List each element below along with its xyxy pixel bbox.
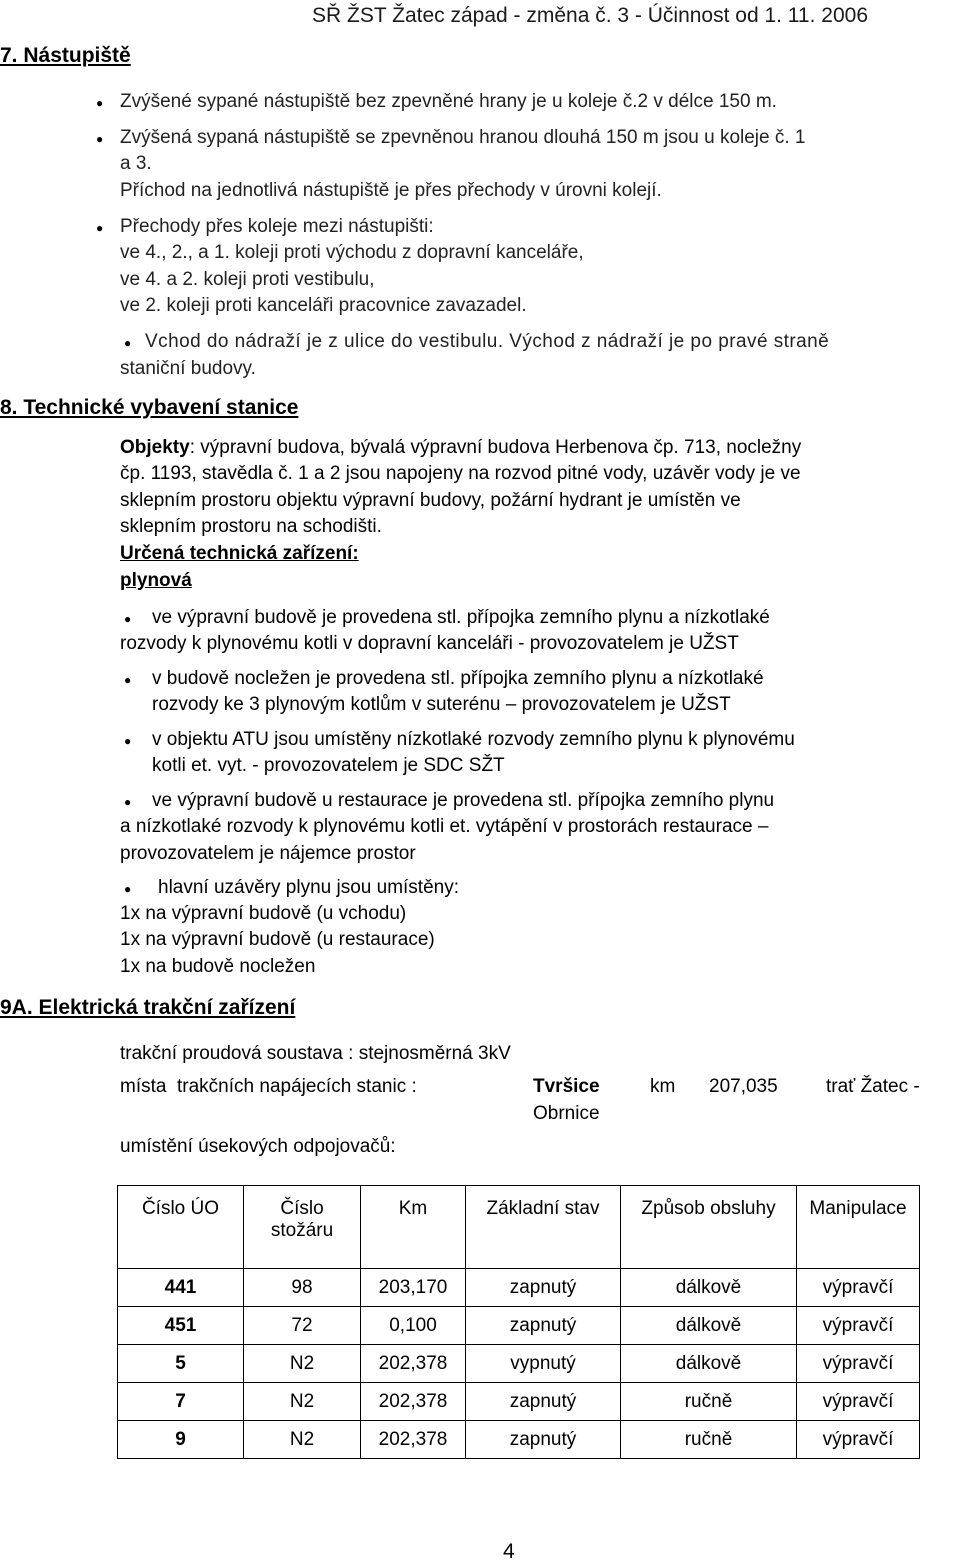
objekty-label: Objekty (120, 437, 190, 458)
gas-line-11: 1x na výpravní budově (u vchodu) (120, 903, 407, 924)
feeding-station-km-label: km (650, 1076, 676, 1097)
table-cell: 9 (118, 1421, 244, 1459)
bullet-icon: ● (124, 734, 132, 748)
table-cell: 98 (244, 1269, 361, 1307)
disconnectors-label: umístění úsekových odpojovačů: (120, 1136, 396, 1157)
table-cell: 7 (118, 1383, 244, 1421)
table-row (118, 1421, 920, 1459)
table-cell: dálkově (621, 1269, 797, 1307)
gas-line-12: 1x na výpravní budově (u restaurace) (120, 929, 435, 950)
table-cell: dálkově (621, 1307, 797, 1345)
crossing-line-2: ve 4. a 2. koleji proti vestibulu, (120, 269, 375, 290)
gas-line-13: 1x na budově nocležen (120, 956, 316, 977)
table-cell: zapnutý (466, 1421, 621, 1459)
table-row (118, 1383, 920, 1421)
table-cell: 72 (244, 1307, 361, 1345)
table-cell: 202,378 (361, 1383, 466, 1421)
objekty-line-2: čp. 1193, stavědla č. 1 a 2 jsou napojeny na rozvod pitné vody, uzávěr vody je ve (120, 463, 801, 484)
feeding-station-line-1: trať Žatec - (826, 1076, 920, 1097)
table-cell: 441 (118, 1269, 244, 1307)
table-cell: 5 (118, 1345, 244, 1383)
table-cell: výpravčí (797, 1421, 920, 1459)
table-header-cell: Km (361, 1186, 466, 1269)
table-cell: ručně (621, 1383, 797, 1421)
bullet-icon: ● (96, 132, 104, 146)
table-cell: ručně (621, 1421, 797, 1459)
objekty-line-1: Objekty: výpravní budova, bývalá výpravní budova Herbenova čp. 713, nocležny (120, 437, 802, 458)
table-header-cell: Číslo stožáru (244, 1186, 361, 1269)
table-row (118, 1269, 920, 1307)
table-cell: výpravčí (797, 1383, 920, 1421)
section-8-heading: 8. Technické vybavení stanice (0, 396, 299, 419)
table-cell: zapnutý (466, 1307, 621, 1345)
table-cell: vypnutý (466, 1345, 621, 1383)
platform-line-3: a 3. (120, 153, 152, 174)
platform-line-4: Příchod na jednotlivá nástupiště je přes přechody v úrovni kolejí. (120, 180, 662, 201)
bullet-icon: ● (124, 673, 132, 687)
gas-line-9: provozovatelem je nájemce prostor (120, 843, 416, 864)
page-number: 4 (503, 1540, 515, 1563)
objekty-line-4: sklepním prostoru na schodišti. (120, 516, 382, 537)
bullet-icon: ● (124, 882, 132, 896)
objekty-line-3: sklepním prostoru objektu výpravní budovy, požární hydrant je umístěn ve (120, 490, 741, 511)
bullet-icon: ● (124, 795, 132, 809)
document-header-title: SŘ ŽST Žatec západ - změna č. 3 - Účinnost od 1. 11. 2006 (312, 4, 868, 27)
table-header-cell: Manipulace (797, 1186, 920, 1269)
platform-line-2: Zvýšená sypaná nástupiště se zpevněnou hranou dlouhá 150 m jsou u koleje č. 1 (120, 127, 806, 148)
table-cell: výpravčí (797, 1345, 920, 1383)
table-header-cell: Způsob obsluhy (621, 1186, 797, 1269)
disconnectors-table (117, 1185, 920, 1459)
entrance-line-2: staniční budovy. (120, 358, 256, 379)
table-cell: 203,170 (361, 1269, 466, 1307)
crossing-line-3: ve 2. koleji proti kanceláři pracovnice zavazadel. (120, 295, 527, 316)
gas-line-1: ve výpravní budově je provedena stl. přípojka zemního plynu a nízkotlaké (152, 607, 770, 628)
gas-line-6: kotli et. vyt. - provozovatelem je SDC SŽT (152, 755, 505, 776)
table-header-cell: Číslo ÚO (118, 1186, 244, 1269)
gas-heading: plynová (120, 570, 192, 591)
table-cell: 0,100 (361, 1307, 466, 1345)
table-cell: N2 (244, 1383, 361, 1421)
gas-line-2: rozvody k plynovému kotli v dopravní kanceláři - provozovatelem je UŽST (120, 633, 739, 654)
gas-line-8: a nízkotlaké rozvody k plynovému kotli et. vytápění v prostorách restaurace – (120, 816, 769, 837)
platform-line-1: Zvýšené sypané nástupiště bez zpevněné hrany je u koleje č.2 v délce 150 m. (120, 91, 777, 112)
table-cell: 202,378 (361, 1421, 466, 1459)
bullet-icon: ● (124, 336, 132, 350)
feeding-station-name: Tvršice (533, 1076, 600, 1097)
bullet-icon: ● (124, 612, 132, 626)
feeding-stations-label: místa trakčních napájecích stanic : (120, 1076, 417, 1097)
table-cell: výpravčí (797, 1307, 920, 1345)
table-cell: dálkově (621, 1345, 797, 1383)
gas-line-4: rozvody ke 3 plynovým kotlům v suterénu – provozovatelem je UŽST (152, 694, 731, 715)
gas-line-7: ve výpravní budově u restaurace je provedena stl. přípojka zemního plynu (152, 790, 775, 811)
gas-line-5: v objektu ATU jsou umístěny nízkotlaké rozvody zemního plynu k plynovému (152, 729, 795, 750)
bullet-icon: ● (96, 96, 104, 110)
designated-equipment-heading: Určená technická zařízení: (120, 543, 359, 564)
table-cell: N2 (244, 1345, 361, 1383)
entrance-line-1: Vchod do nádraží je z ulice do vestibulu. Východ z nádraží je po pravé straně (145, 331, 830, 352)
section-7-heading: 7. Nástupiště (0, 44, 131, 67)
table-row (118, 1345, 920, 1383)
section-9a-heading: 9A. Elektrická trakční zařízení (0, 996, 296, 1019)
table-cell: N2 (244, 1421, 361, 1459)
crossing-line-1: ve 4., 2., a 1. koleji proti východu z dopravní kanceláře, (120, 242, 584, 263)
feeding-station-km: 207,035 (709, 1076, 778, 1097)
table-cell: zapnutý (466, 1383, 621, 1421)
gas-line-3: v budově nocležen je provedena stl. přípojka zemního plynu a nízkotlaké (152, 668, 764, 689)
crossing-heading: Přechody přes koleje mezi nástupišti: (120, 216, 434, 237)
feeding-station-line-2: Obrnice (533, 1103, 600, 1124)
table-cell: zapnutý (466, 1269, 621, 1307)
table-row (118, 1307, 920, 1345)
traction-system-line: trakční proudová soustava : stejnosměrná 3kV (120, 1043, 511, 1064)
bullet-icon: ● (96, 221, 104, 235)
table-header-row (118, 1186, 920, 1269)
table-cell: výpravčí (797, 1269, 920, 1307)
table-cell: 202,378 (361, 1345, 466, 1383)
table-header-cell: Základní stav (466, 1186, 621, 1269)
gas-line-10: hlavní uzávěry plynu jsou umístěny: (158, 877, 459, 898)
table-cell: 451 (118, 1307, 244, 1345)
